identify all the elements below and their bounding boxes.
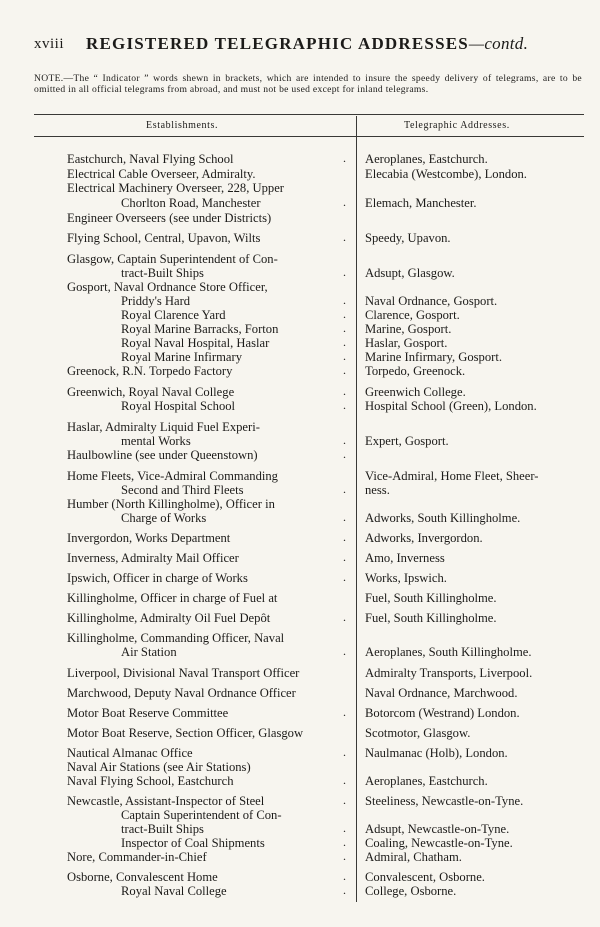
leader-dot: . (343, 510, 346, 524)
establishment-line: Captain Superintendent of Con- (121, 808, 282, 822)
establishment-line: Priddy's Hard (121, 294, 191, 308)
leader-dot: . (343, 821, 346, 835)
leader-dot: . (343, 195, 346, 209)
establishment-line: Inspector of Coal Shipments (121, 836, 265, 850)
establishment-line: Marchwood, Deputy Naval Ordnance Officer (67, 686, 296, 700)
establishment-line: Royal Naval Hospital, Haslar (121, 336, 270, 350)
leader-dot: . (343, 570, 346, 584)
leader-dot: . (343, 550, 346, 564)
page-header (34, 34, 554, 56)
establishment-line: Humber (North Killingholme), Officer in (67, 497, 275, 511)
address-line: Adsupt, Glasgow. (365, 266, 455, 280)
establishment-line: Second and Third Fleets (121, 483, 244, 497)
addresses-header: Telegraphic Addresses. (404, 120, 510, 131)
address-line: Amo, Inverness (365, 551, 445, 565)
establishment-line: mental Works (121, 434, 191, 448)
leader-dot: . (343, 335, 346, 349)
address-line: Adworks, Invergordon. (365, 531, 483, 545)
leader-dot: . (343, 610, 346, 624)
establishment-line: Engineer Overseers (see under Districts) (67, 211, 272, 225)
address-line: College, Osborne. (365, 884, 457, 898)
establishment-line: Electrical Machinery Overseer, 228, Upper (67, 181, 284, 195)
establishment-line: Flying School, Central, Upavon, Wilts (67, 231, 261, 245)
establishment-line: Nautical Almanac Office (67, 746, 193, 760)
establishment-line: Gosport, Naval Ordnance Store Officer, (67, 280, 268, 294)
address-line: Convalescent, Osborne. (365, 870, 485, 884)
leader-dot: . (343, 705, 346, 719)
establishment-line: Osborne, Convalescent Home (67, 870, 218, 884)
address-line: Coaling, Newcastle-on-Tyne. (365, 836, 513, 850)
column-divider (356, 116, 357, 902)
address-line: Elemach, Manchester. (365, 196, 477, 210)
establishment-line: Haulbowline (see under Queenstown) (67, 448, 258, 462)
leader-dot: . (343, 883, 346, 897)
leader-dot: . (343, 363, 346, 377)
leader-dot: . (343, 447, 346, 461)
address-line: Vice-Admiral, Home Fleet, Sheer- (365, 469, 539, 483)
establishment-line: Royal Marine Infirmary (121, 350, 242, 364)
establishment-line: Air Station (121, 645, 177, 659)
address-line: Fuel, South Killingholme. (365, 591, 497, 605)
address-line: Fuel, South Killingholme. (365, 611, 497, 625)
establishment-line: Royal Naval College (121, 884, 227, 898)
establishment-line: Home Fleets, Vice-Admiral Commanding (67, 469, 278, 483)
header-rule (34, 136, 584, 137)
note-paragraph: NOTE.—The “ Indicator ” words shewn in brackets, which are intended to insure the speedy delivery of telegrams, are to be omitted in all official telegrams from abroad, and must not be used except for inland telegrams. (34, 73, 582, 95)
address-line: Clarence, Gosport. (365, 308, 460, 322)
leader-dot: . (343, 530, 346, 544)
leader-dot: . (343, 849, 346, 863)
leader-dot: . (343, 793, 346, 807)
address-line: Adsupt, Newcastle-on-Tyne. (365, 822, 510, 836)
leader-dot: . (343, 835, 346, 849)
address-line: Naval Ordnance, Marchwood. (365, 686, 518, 700)
address-line: Marine, Gosport. (365, 322, 452, 336)
establishment-line: Killingholme, Commanding Officer, Naval (67, 631, 285, 645)
leader-dot: . (343, 398, 346, 412)
address-line: ness. (365, 483, 390, 497)
address-line: Aeroplanes, Eastchurch. (365, 774, 488, 788)
establishment-line: Killingholme, Officer in charge of Fuel at (67, 591, 278, 605)
establishment-line: Nore, Commander-in-Chief (67, 850, 207, 864)
establishment-line: Royal Marine Barracks, Forton (121, 322, 279, 336)
establishment-line: Naval Air Stations (see Air Stations) (67, 760, 251, 774)
establishment-line: tract-Built Ships (121, 266, 204, 280)
page-title: REGISTERED TELEGRAPHIC ADDRESSES—contd. (86, 34, 529, 53)
establishment-line: Charge of Works (121, 511, 207, 525)
address-line: Marine Infirmary, Gosport. (365, 350, 502, 364)
leader-dot: . (343, 644, 346, 658)
leader-dot: . (343, 433, 346, 447)
establishment-line: Motor Boat Reserve, Section Officer, Glasgow (67, 726, 304, 740)
establishment-line: Liverpool, Divisional Naval Transport Officer (67, 666, 300, 680)
establishment-line: Motor Boat Reserve Committee (67, 706, 229, 720)
address-line: Greenwich College. (365, 385, 466, 399)
leader-dot: . (343, 349, 346, 363)
establishment-line: Invergordon, Works Department (67, 531, 231, 545)
leader-dot: . (343, 293, 346, 307)
address-line: Scotmotor, Glasgow. (365, 726, 471, 740)
leader-dot: . (343, 482, 346, 496)
leader-dot: . (343, 321, 346, 335)
establishment-line: Inverness, Admiralty Mail Officer (67, 551, 239, 565)
address-line: Haslar, Gosport. (365, 336, 448, 350)
establishment-line: Killingholme, Admiralty Oil Fuel Depôt (67, 611, 271, 625)
address-line: Elecabia (Westcombe), London. (365, 167, 527, 181)
address-line: Expert, Gosport. (365, 434, 449, 448)
establishment-line: tract-Built Ships (121, 822, 204, 836)
leader-dot: . (343, 151, 346, 165)
establishment-line: Greenwich, Royal Naval College (67, 385, 235, 399)
leader-dot: . (343, 230, 346, 244)
address-line: Naval Ordnance, Gosport. (365, 294, 498, 308)
establishment-line: Royal Hospital School (121, 399, 236, 413)
establishment-line: Newcastle, Assistant-Inspector of Steel (67, 794, 265, 808)
establishment-line: Haslar, Admiralty Liquid Fuel Experi- (67, 420, 260, 434)
top-rule (34, 114, 584, 115)
address-line: Admiralty Transports, Liverpool. (365, 666, 533, 680)
address-line: Hospital School (Green), London. (365, 399, 537, 413)
establishment-line: Naval Flying School, Eastchurch (67, 774, 234, 788)
address-line: Aeroplanes, Eastchurch. (365, 152, 488, 166)
address-line: Works, Ipswich. (365, 571, 447, 585)
leader-dot: . (343, 384, 346, 398)
leader-dot: . (343, 869, 346, 883)
establishments-header: Establishments. (146, 120, 219, 131)
address-line: Naulmanac (Holb), London. (365, 746, 508, 760)
establishment-line: Chorlton Road, Manchester (121, 196, 261, 210)
address-line: Torpedo, Greenock. (365, 364, 466, 378)
leader-dot: . (343, 265, 346, 279)
establishment-line: Electrical Cable Overseer, Admiralty. (67, 167, 256, 181)
establishment-line: Ipswich, Officer in charge of Works (67, 571, 248, 585)
establishment-line: Greenock, R.N. Torpedo Factory (67, 364, 233, 378)
address-line: Botorcom (Westrand) London. (365, 706, 520, 720)
address-line: Adworks, South Killingholme. (365, 511, 521, 525)
address-line: Aeroplanes, South Killingholme. (365, 645, 532, 659)
leader-dot: . (343, 745, 346, 759)
address-line: Steeliness, Newcastle-on-Tyne. (365, 794, 524, 808)
establishment-line: Eastchurch, Naval Flying School (67, 152, 234, 166)
leader-dot: . (343, 307, 346, 321)
leader-dot: . (343, 773, 346, 787)
address-line: Speedy, Upavon. (365, 231, 451, 245)
establishment-line: Glasgow, Captain Superintendent of Con- (67, 252, 278, 266)
page-number: xviii (34, 36, 65, 52)
address-line: Admiral, Chatham. (365, 850, 462, 864)
establishment-line: Royal Clarence Yard (121, 308, 226, 322)
